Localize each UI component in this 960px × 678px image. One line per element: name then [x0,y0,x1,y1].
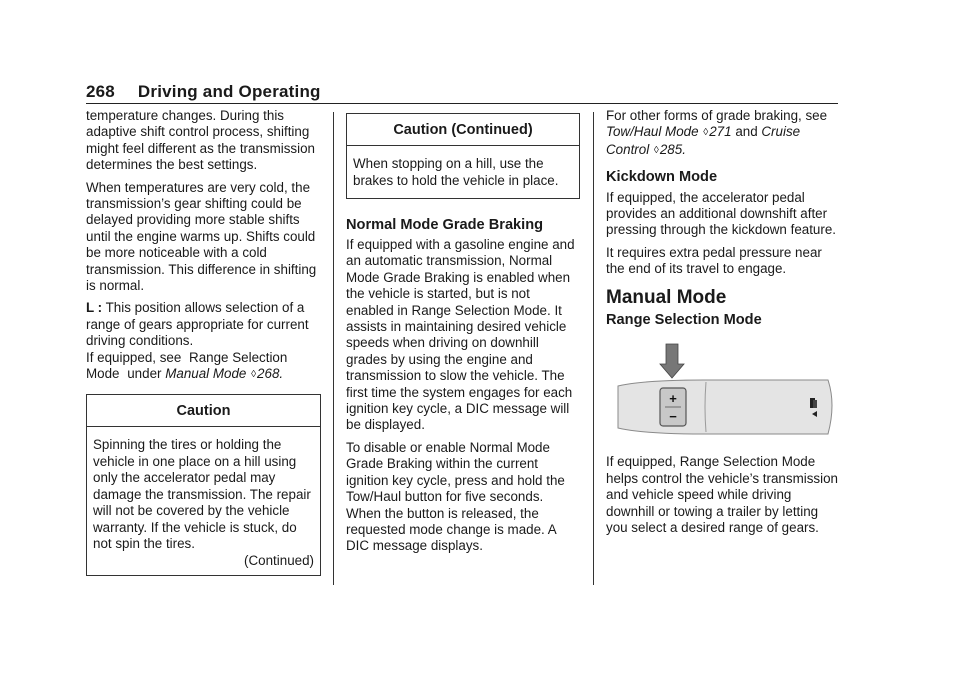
column-divider [333,112,334,585]
column-3 [606,108,842,543]
paragraph: If equipped, Range Selection Mode helps control the vehicle’s transmission and vehicle speed while driving downhill or towing a trailer by letting you select a desired range of gears. [606,454,838,536]
section-title: Driving and Operating [137,82,321,101]
paragraph: temperature changes. During this adaptive shift control process, shifting might feel different as the transmission determines the best settings. [86,108,315,173]
paragraph: When temperatures are very cold, the transmission’s gear shifting could be delayed providing more stable shifts until the engine warms up. Shifts could be more noticeable with a cold transmission. This difference in shifting is normal. [86,179,317,294]
caution-box [86,394,321,576]
tow-haul-ref[interactable]: Tow/Haul Mode [606,124,699,140]
shift-lever-illustration [614,342,836,444]
see-link[interactable]: Range Selection Mode [86,349,288,382]
page-ref-icon: ◊ [653,144,659,156]
column-1 [86,108,321,576]
section-heading: Range Selection Mode [606,312,762,329]
section-heading: Normal Mode Grade Braking [346,216,544,233]
see-also: If equipped, see Range Selection Mode under Manual Mode ◊268. [86,349,288,382]
down-arrow-icon [660,344,684,378]
column-divider [593,112,594,585]
chapter-heading: Manual Mode [606,286,727,308]
page-ref-number[interactable]: 285 [659,141,683,157]
cruise-control-ref[interactable]: Cruise Control [606,124,801,157]
paragraph: It requires extra pedal pressure near the end of its travel to engage. [606,244,822,277]
text: For other forms of grade braking, see [606,108,828,123]
see-under: under [127,366,162,382]
page-header [86,82,321,102]
caution-continued-box [346,113,580,199]
page-ref-number[interactable]: 268 [257,366,280,382]
paragraph: If equipped with a gasoline engine and an automatic transmission, Normal Mode Grade Braking is enabled when the vehicle is started, but is not enabled in Range Selection Mode. It assists in maintaining desired vehicle speeds when driving on downhill grades by using the engine and transmission to slow the vehicle. The first time the system engages for each ignition key cycle, a DIC message will be displayed. [346,237,575,433]
minus-icon: − [669,409,677,425]
column-2 [346,113,580,561]
see-prefix: If equipped, see [86,349,182,365]
text: and [735,124,758,140]
page-ref-number[interactable]: 271 [709,124,732,140]
paragraph: If equipped, the accelerator pedal provides an additional downshift after pressing through the kickdown feature. [606,189,837,238]
paragraph: For other forms of grade braking, see Tow/Haul Mode ◊271 and Cruise Control ◊285. [606,108,828,157]
page-ref-icon: ◊ [251,369,257,381]
page-ref-icon: ◊ [703,127,709,139]
caution-body [87,427,320,575]
lever-body [618,380,832,434]
paragraph-l-position [86,300,321,349]
caution-title: Caution [87,395,320,427]
caution-body: When stopping on a hill, use the brakes to hold the vehicle in place. [353,156,559,188]
caution-title: Caution (Continued) [347,114,579,146]
paragraph: To disable or enable Normal Mode Grade Braking within the current ignition key cycle, press and hold the Tow/Haul button for five seconds. When the button is released, the requested mode change is made. A DIC message displays. [346,439,565,554]
caution-continued: (Continued) [244,553,314,569]
header-rule [86,103,838,104]
l-text: This position allows selection of a range of gears appropriate for current driving conditions. [86,300,309,349]
l-label: L : [86,300,103,316]
plus-icon: + [669,391,677,407]
manual-mode-ref[interactable]: Manual Mode [165,366,247,382]
page-number: 268 [86,82,115,101]
caution-text: Spinning the tires or holding the vehicle in one place on a hill using only the accelerator pedal may damage the transmission. The repair will not be covered by the vehicle warranty. If the vehicle is stuck, do not spin the tires. [93,436,311,552]
section-heading: Kickdown Mode [606,169,718,186]
